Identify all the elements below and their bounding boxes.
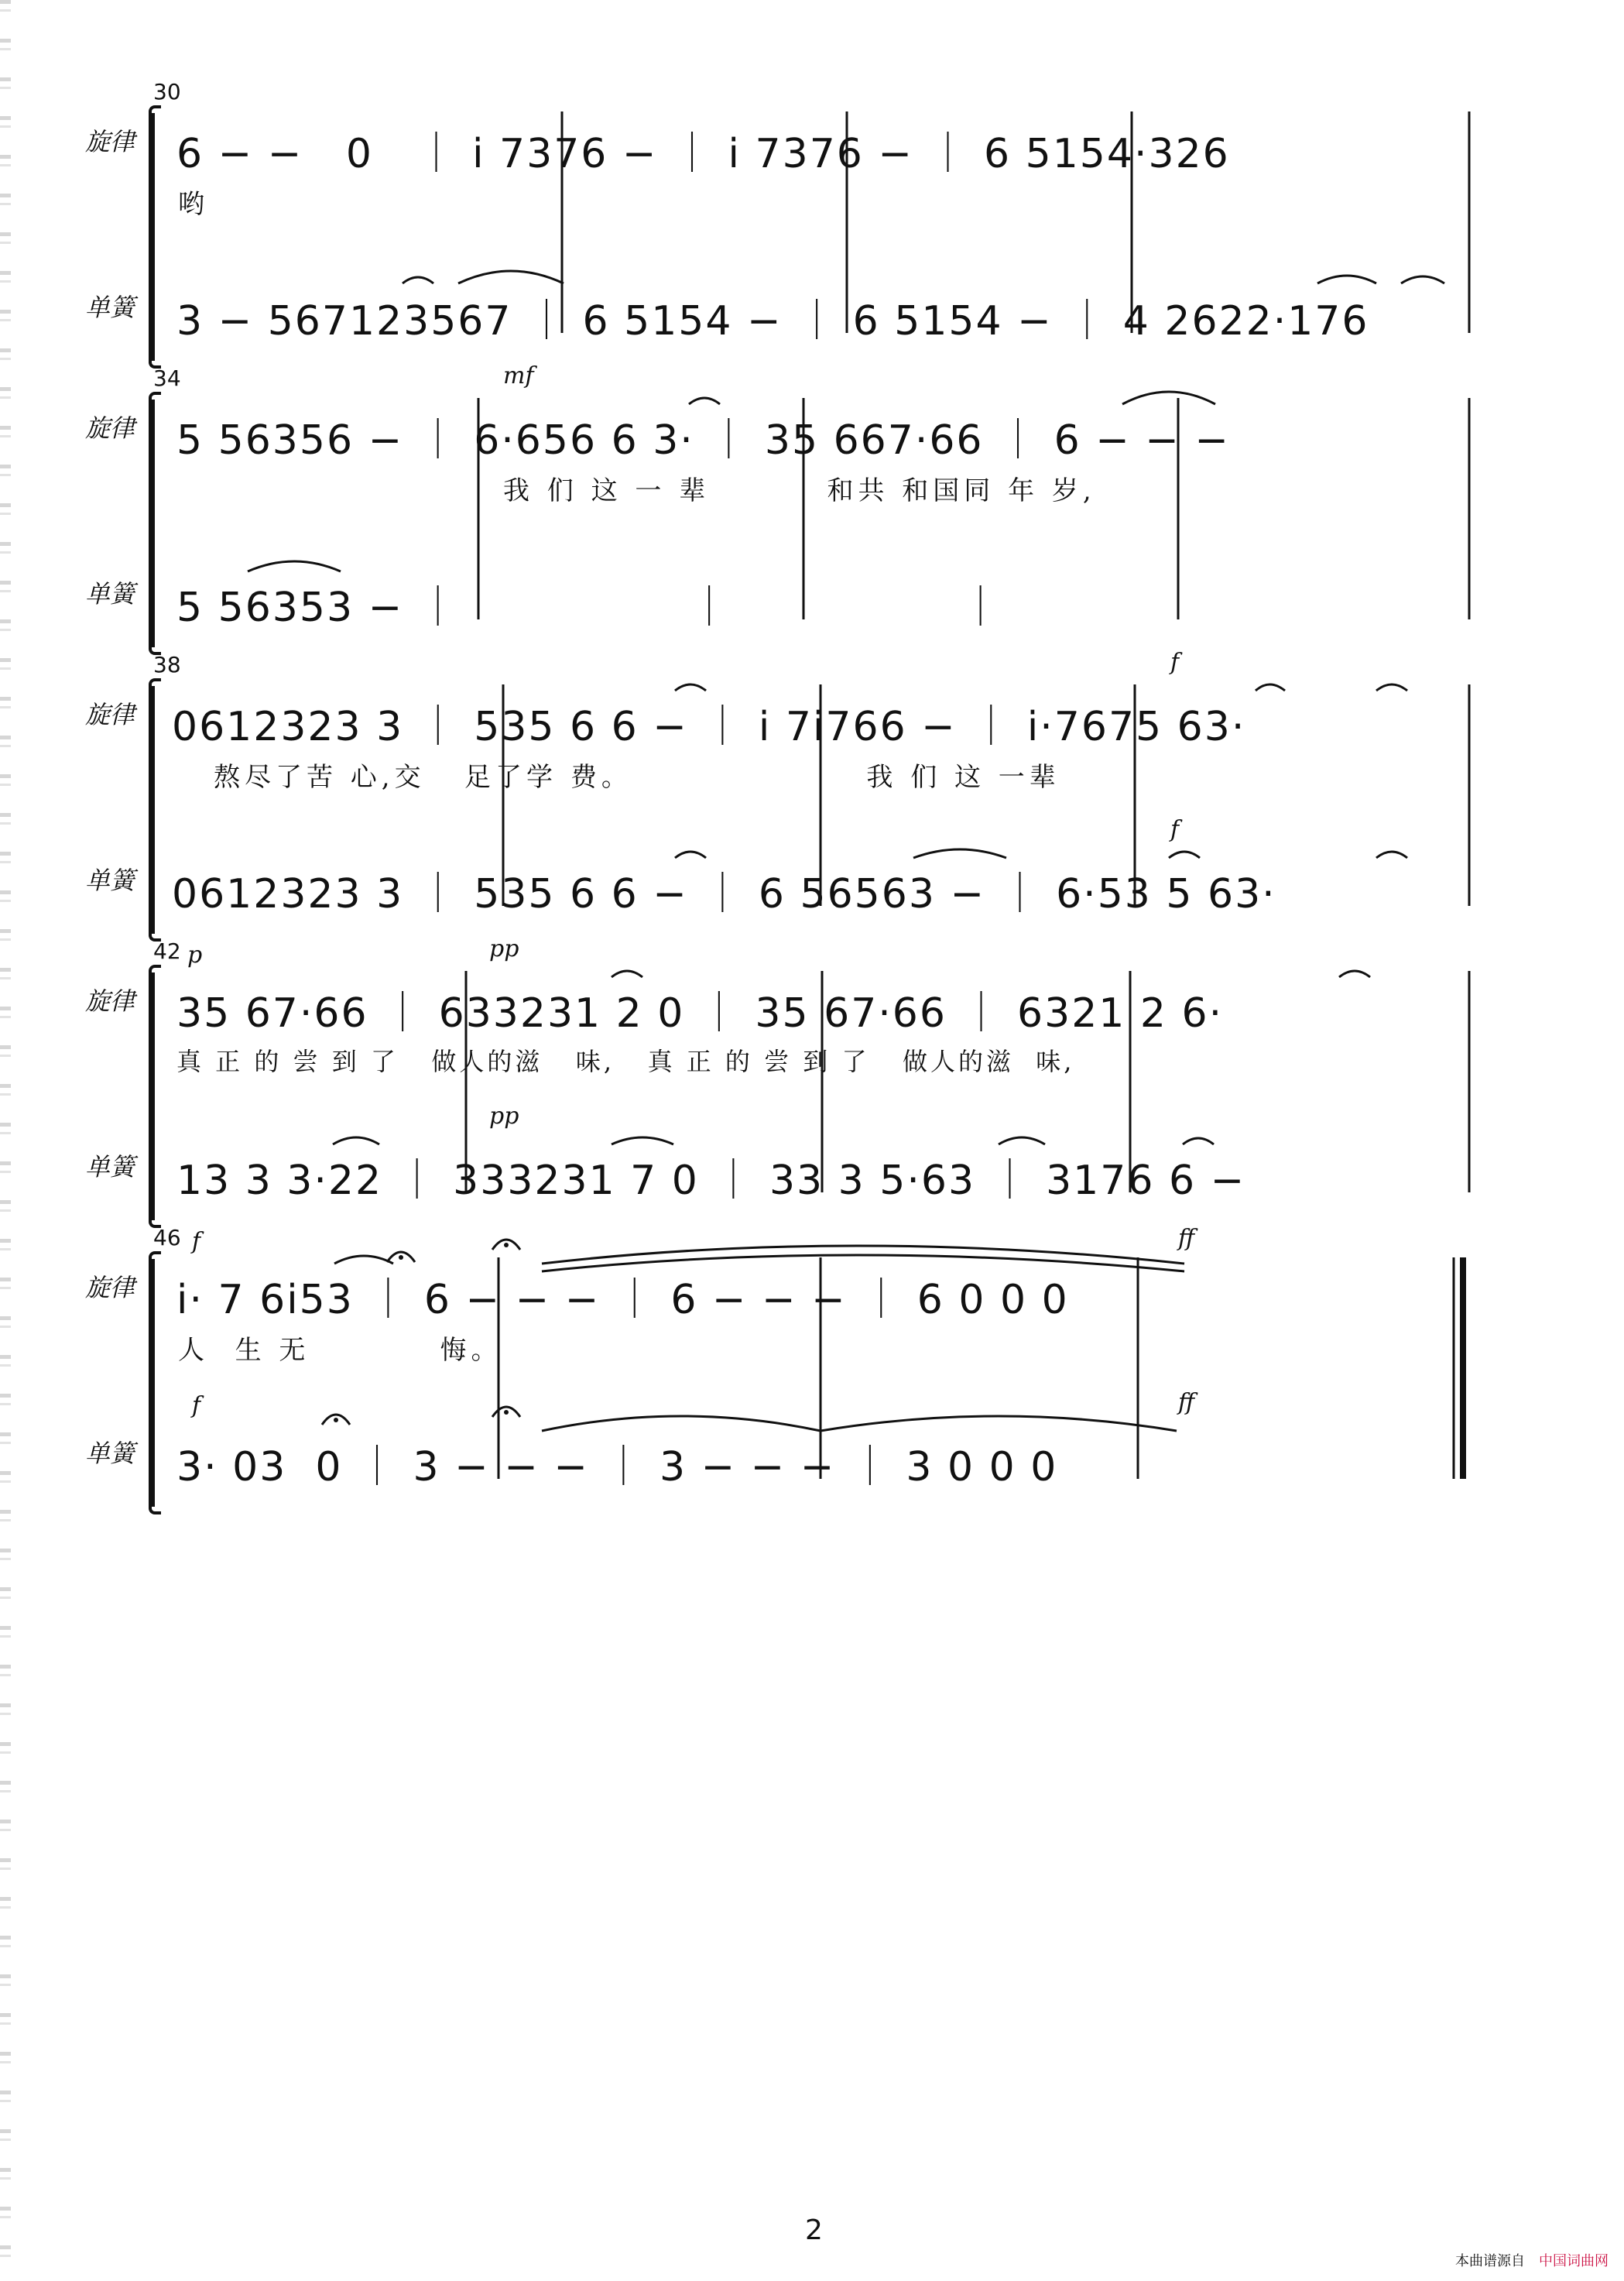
melody-label: 旋律 xyxy=(85,700,135,729)
reed-notes: 3· 03 0 ｜ 3 − − − ｜ 3 − − − ｜ 3 0 0 0 xyxy=(176,1444,1058,1490)
melody-label: 旋律 xyxy=(85,1273,135,1302)
melody-lyrics: 真 正 的 尝 到 了 做人的滋 味, 真 正 的 尝 到 了 做人的滋 味, xyxy=(176,1047,1075,1076)
footer-source xyxy=(1455,2250,1609,2270)
reed-label: 单簧 xyxy=(85,866,135,895)
melody-lyrics: 人 生 无 悔。 xyxy=(178,1335,502,1366)
melody-lyrics: 哟 xyxy=(178,189,209,220)
melody-notes: 5 56356 − ｜ 6·656 6 3· ｜ 35 667·66 ｜ 6 − − − xyxy=(176,417,1230,464)
melody-notes: 0612323 3 ｜ 535 6 6 − ｜ i̇ 7i̇766 − ｜ i̇·7675 63· xyxy=(172,704,1246,750)
melody-lyrics: 熬尽了苦 心,交 足了学 费。 我 们 这 一辈 xyxy=(214,762,1060,793)
dynamic-mark: f xyxy=(192,1228,201,1255)
reed-label: 单簧 xyxy=(85,1439,135,1468)
reed-notes: 3 − 567123567 ｜ 6 5154 − ｜ 6 5154 − ｜ 4 2622·176 xyxy=(176,298,1369,345)
measure-number: 42 xyxy=(153,938,181,964)
reed-label: 单簧 xyxy=(85,293,135,322)
dynamic-mark: f xyxy=(1170,649,1180,676)
reed-notes: 13 3 3·22 ｜ 333231 7 0 ｜ 33 3 5·63 ｜ 3176 6 − xyxy=(176,1158,1246,1204)
footer-source-text: 本曲谱源自 xyxy=(1455,2253,1525,2269)
dynamic-mark: pp xyxy=(489,935,519,962)
dynamic-mark: f xyxy=(1170,816,1180,843)
melody-label: 旋律 xyxy=(85,413,135,443)
melody-label: 旋律 xyxy=(85,127,135,156)
reed-label: 单簧 xyxy=(85,1152,135,1182)
reed-notes: 5 56353 − ｜ ｜ ｜ xyxy=(176,585,1002,631)
melody-notes: 6 − − 0 ｜ i̇ 7376 − ｜ i̇ 7376 − ｜ 6 5154·326 xyxy=(176,131,1230,177)
reed-label: 单簧 xyxy=(85,579,135,609)
measure-number: 30 xyxy=(153,79,181,105)
melody-label: 旋律 xyxy=(85,986,135,1016)
measure-number: 34 xyxy=(153,365,181,391)
dynamic-mark: f xyxy=(192,1392,201,1419)
dynamic-mark: mf xyxy=(503,362,534,389)
measure-number: 38 xyxy=(153,652,181,677)
page-number: 2 xyxy=(805,2214,823,2246)
dynamic-mark: ff xyxy=(1178,1225,1195,1252)
footer-site-logo: 中国词曲网 xyxy=(1539,2253,1609,2269)
dynamic-mark: pp xyxy=(489,1103,519,1130)
melody-lyrics: 我 们 这 一 辈 和共 和国同 年 岁, xyxy=(503,475,1096,506)
reed-notes: 0612323 3 ｜ 535 6 6 − ｜ 6 56563 − ｜ 6·53 5 63· xyxy=(172,871,1276,918)
dynamic-mark: p xyxy=(187,942,203,969)
melody-notes: i̇· 7 6i̇53 ｜ 6 − − − ｜ 6 − − − ｜ 6 0 0 0 xyxy=(176,1277,1069,1323)
melody-notes: 35 67·66 ｜ 633231 2 0 ｜ 35 67·66 ｜ 6321 2 6· xyxy=(176,990,1224,1037)
measure-number: 46 xyxy=(153,1225,181,1250)
dynamic-mark: ff xyxy=(1178,1389,1195,1416)
